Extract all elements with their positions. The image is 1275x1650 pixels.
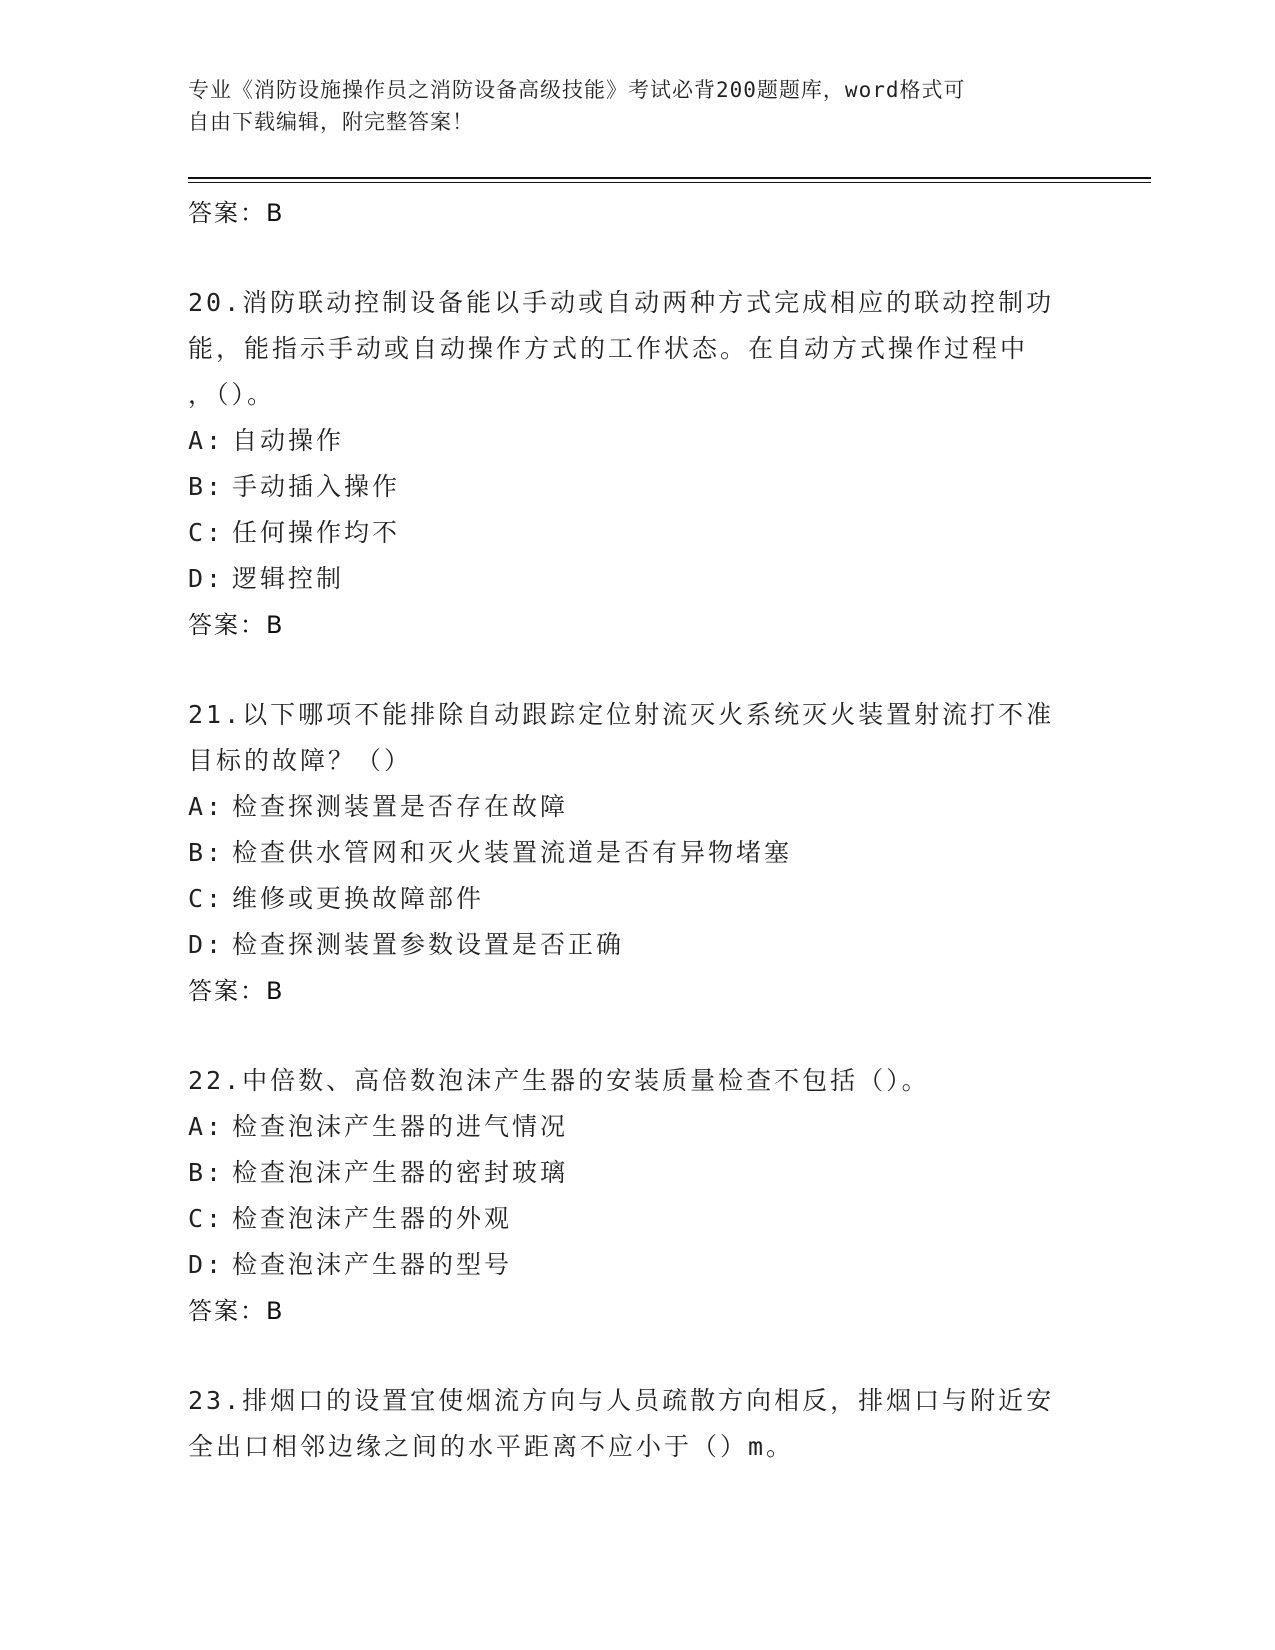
option-c — [188, 876, 1088, 922]
option-c — [188, 1196, 1088, 1242]
question-20 — [188, 280, 1088, 648]
answer-22: 答案：B — [188, 1297, 285, 1325]
question-21 — [188, 692, 1088, 1014]
option-text: 手动插入操作 — [232, 472, 401, 501]
header-line-1: 专业《消防设施操作员之消防设备高级技能》考试必背200题题库，word格式可 — [188, 78, 966, 102]
option-d — [188, 922, 1088, 968]
question-23 — [188, 1378, 1088, 1470]
option-b — [188, 830, 1088, 876]
option-text: 维修或更换故障部件 — [232, 884, 485, 913]
option-text: 检查泡沫产生器的密封玻璃 — [232, 1158, 569, 1187]
option-letter: A: — [188, 792, 225, 821]
stem-line: 21.以下哪项不能排除自动跟踪定位射流灭火系统灭火装置射流打不准 — [188, 700, 1055, 729]
option-text: 逻辑控制 — [232, 564, 345, 593]
question-stem — [188, 1378, 1088, 1470]
question-stem — [188, 692, 1088, 784]
option-letter: B: — [188, 838, 225, 867]
stem-line: 22.中倍数、高倍数泡沫产生器的安装质量检查不包括（）。 — [188, 1066, 930, 1095]
option-text: 检查泡沫产生器的型号 — [232, 1250, 513, 1279]
answer-20: 答案：B — [188, 611, 285, 639]
option-text: 检查探测装置参数设置是否正确 — [232, 930, 625, 959]
option-b — [188, 464, 1088, 510]
stem-line: 目标的故障？（） — [188, 746, 413, 775]
option-text: 自动操作 — [232, 426, 345, 455]
option-letter: D: — [188, 930, 225, 959]
option-a — [188, 1104, 1088, 1150]
option-letter: A: — [188, 1112, 225, 1141]
option-text: 任何操作均不 — [232, 518, 401, 547]
option-letter: D: — [188, 1250, 225, 1279]
option-text: 检查泡沫产生器的进气情况 — [232, 1112, 569, 1141]
option-d — [188, 1242, 1088, 1288]
stem-line: 20.消防联动控制设备能以手动或自动两种方式完成相应的联动控制功 — [188, 288, 1055, 317]
option-letter: C: — [188, 1204, 225, 1233]
stem-line: ，（）。 — [188, 380, 276, 409]
stem-line: 全出口相邻边缘之间的水平距离不应小于（）m。 — [188, 1432, 795, 1461]
option-text: 检查供水管网和灭火装置流道是否有异物堵塞 — [232, 838, 793, 867]
option-text: 检查探测装置是否存在故障 — [232, 792, 569, 821]
option-letter: A: — [188, 426, 225, 455]
option-letter: B: — [188, 1158, 225, 1187]
header-divider-thick — [188, 177, 1151, 179]
header-line-2: 自由下载编辑，附完整答案！ — [188, 110, 474, 134]
option-letter: D: — [188, 564, 225, 593]
stem-line: 23.排烟口的设置宜使烟流方向与人员疏散方向相反，排烟口与附近安 — [188, 1386, 1055, 1415]
document-header — [188, 74, 1088, 138]
answer-19: 答案：B — [188, 199, 285, 227]
answer-21: 答案：B — [188, 977, 285, 1005]
stem-line: 能，能指示手动或自动操作方式的工作状态。在自动方式操作过程中 — [188, 334, 1029, 363]
option-letter: C: — [188, 884, 225, 913]
option-letter: B: — [188, 472, 225, 501]
option-a — [188, 784, 1088, 830]
option-text: 检查泡沫产生器的外观 — [232, 1204, 513, 1233]
option-a — [188, 418, 1088, 464]
header-divider-thin — [188, 182, 1151, 183]
option-b — [188, 1150, 1088, 1196]
option-d — [188, 556, 1088, 602]
question-list — [188, 190, 1088, 1470]
question-22 — [188, 1058, 1088, 1334]
option-letter: C: — [188, 518, 225, 547]
question-stem — [188, 1058, 1088, 1104]
option-c — [188, 510, 1088, 556]
question-stem — [188, 280, 1088, 418]
